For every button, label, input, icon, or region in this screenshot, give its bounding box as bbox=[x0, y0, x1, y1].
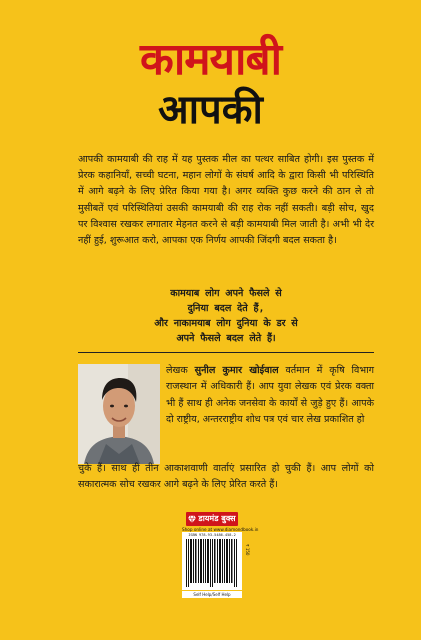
author-bio-continued: चुके हैं। साथ ही तीन आकाशवाणी वार्ताएं प्रसारित हो चुकी हैं। आप लोगों को सकारात्मक सोच रखकर आगे बढ़ने के लिए प्रेरित करते हैं। bbox=[78, 463, 374, 491]
book-subtitle: आपकी bbox=[158, 87, 263, 133]
quote-line: और नाकामयाब लोग दुनिया के डर से bbox=[154, 318, 298, 329]
book-blurb: आपकी कामयाबी की राह में यह पुस्तक मील का पत्थर साबित होगी। इस पुस्तक में प्रेरक कहानियाँ, सच्ची घटना, महान लोगों के संघर्ष आदि के द्वारा किसी भी परिस्थिति में आगे बढ़ने के लिए प्रेरित किया गया है। अगर व्यक्ति कुछ करने की ठान ले तो मुसीबतें एवं परिस्थितियां उसकी कामयाबी की राह रोक नहीं सकती। बड़ी सोच, खुद पर विश्वास रखकर लगातार मेहनत करने से बड़ी कामयाबी मिल जाती है। अभी भी देर नहीं हुई, शुरूआत करो, आपका एक निर्णय आपकी जिंदगी बदल सकता है। bbox=[78, 154, 374, 247]
price-label: ₹ 150 bbox=[245, 544, 250, 556]
publisher-block bbox=[182, 512, 259, 533]
book-title: कामयाबी bbox=[140, 34, 281, 85]
book-category: Self Help/Self Help bbox=[182, 591, 242, 598]
barcode bbox=[182, 532, 242, 590]
publisher-logo bbox=[186, 512, 238, 526]
isbn-text: ISBN 978-93-5486-458-2 bbox=[188, 533, 236, 537]
author-name: सुनील कुमार खोईवाल bbox=[194, 365, 279, 376]
quote-line: कामयाब लोग अपने फैसले से bbox=[170, 288, 282, 299]
author-bio-text: वर्तमान में कृषि विभाग राजस्थान में अधिकारी हैं। आप युवा लेखक एवं प्रेरक वक्ता भी हैं साथ ही अनेक जनसेवा के कार्यों से जुड़े हुए हैं। आपके दो राष्ट्रीय, अन्तरराष्ट्रीय शोध पत्र एवं चार लेख प्रकाशित हो bbox=[166, 365, 374, 426]
author-bio bbox=[166, 363, 374, 429]
author-prefix: लेखक bbox=[166, 365, 188, 376]
quote-line: अपने फैसले बदल लेते हैं। bbox=[176, 333, 276, 344]
section-divider bbox=[78, 352, 374, 353]
diamond-icon bbox=[188, 515, 196, 523]
publisher-website: Shop online at www.diamondbook.in bbox=[182, 527, 259, 532]
barcode-icon bbox=[186, 539, 238, 587]
author-photo bbox=[78, 364, 160, 464]
publisher-name: डायमंड बुक्स bbox=[198, 514, 236, 523]
motivational-quote bbox=[78, 286, 374, 346]
quote-line: दुनिया बदल देते हैं, bbox=[187, 303, 265, 314]
